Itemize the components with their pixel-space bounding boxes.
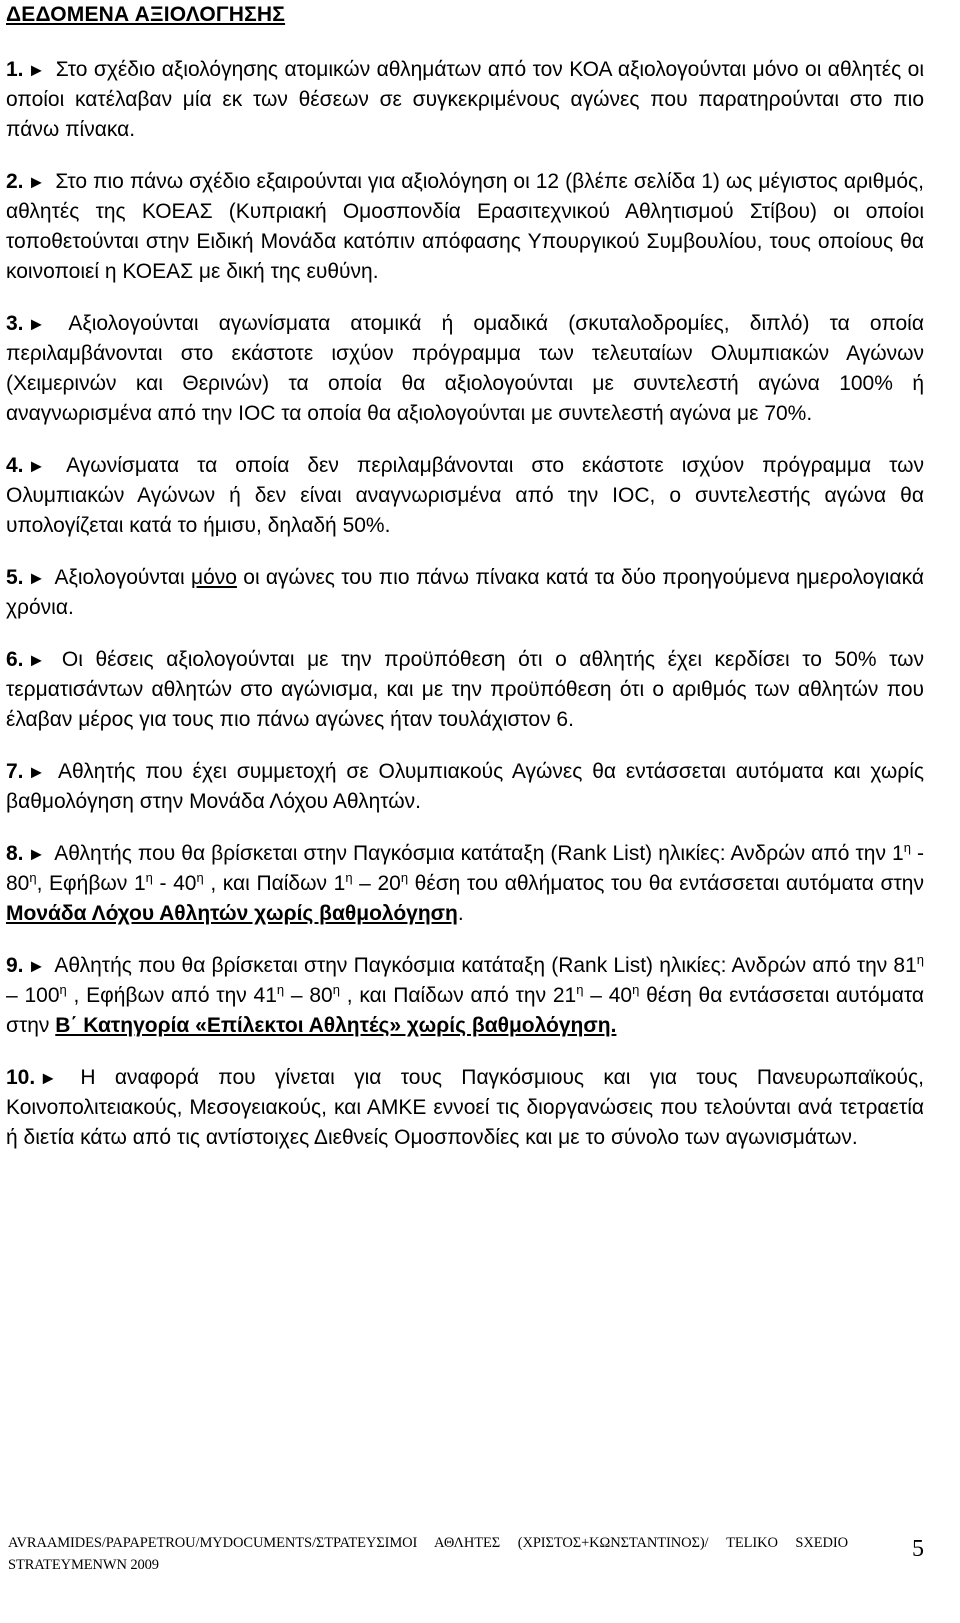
item-text: - 80 xyxy=(6,842,925,895)
superscript: η xyxy=(145,870,153,885)
list-item xyxy=(6,951,924,1041)
arrow-icon: ► xyxy=(27,568,46,588)
item-number: 8. xyxy=(6,842,24,865)
item-text: Αθλητής που έχει συμμετοχή σε Ολυμπιακούς Αγώνες θα εντάσσεται αυτόματα και χωρίς βαθμολόγηση στην Μονάδα Λόχου Αθλητών. xyxy=(6,760,924,813)
item-text: Αγωνίσματα τα οποία δεν περιλαμβάνονται στο εκάστοτε ισχύον πρόγραμμα των Ολυμπιακών Αγώνων ή δεν είναι αναγνωρισμένα από την IOC, ο συντελεστής αγώνα θα υπολογίζεται κατά το ήμισυ, δηλαδή 50%. xyxy=(6,454,924,537)
item-text: θέση θα εντάσσεται αυτόματα στην xyxy=(6,984,924,1037)
item-text: Στο σχέδιο αξιολόγησης ατομικών αθλημάτων από τον ΚΟΑ αξιολογούνται μόνο οι αθλητές οι οποίοι κατέλαβαν μία εκ των θέσεων σε συγκεκριμένους αγώνες που παρατηρούνται στο πιο πάνω πίνακα. xyxy=(6,58,924,141)
item-text: Η αναφορά που γίνεται για τους Παγκόσμιους και για τους Πανευρωπαϊκούς, Κοινοπολιτειακούς, Μεσογειακούς, και ΑΜΚΕ εννοεί τις διοργανώσεις που τελούνται ανά τετραετία ή διετία κάτω από τις αντίστοιχες Διεθνείς Ομοσπονδίες και με το σύνολο των αγωνισμάτων. xyxy=(6,1066,924,1149)
item-text: - 40 xyxy=(152,872,197,895)
item-text: Αθλητής που θα βρίσκεται στην Παγκόσμια κατάταξη (Rank List) ηλικίες: Ανδρών από την 81 xyxy=(54,954,917,977)
item-number: 6. xyxy=(6,648,24,671)
superscript: η xyxy=(576,982,584,997)
item-number: 9. xyxy=(6,954,24,977)
arrow-icon: ► xyxy=(27,650,46,670)
item-text: θέση του αθλήματος του θα εντάσσεται αυτόματα στην xyxy=(408,872,924,895)
item-text: Αξιολογούνται αγωνίσματα ατομικά ή ομαδικά (σκυταλοδρομίες, διπλό) τα οποία περιλαμβάνονται στο εκάστοτε ισχύον πρόγραμμα των τελευταίων Ολυμπιακών Αγώνων (Χειμερινών και Θερινών) τα οποία θα αξιολογούνται με συντελεστή αγώνα 100% ή αναγνωρισμένα από την IOC τα οποία θα αξιολογούνται με συντελεστή αγώνα με 70%. xyxy=(6,312,924,425)
document-page xyxy=(6,0,924,1153)
arrow-icon: ► xyxy=(27,844,46,864)
list-item xyxy=(6,839,924,929)
superscript: η xyxy=(59,982,67,997)
arrow-icon: ► xyxy=(39,1068,58,1088)
item-text: – 100 xyxy=(6,984,60,1007)
list-item xyxy=(6,451,924,541)
emphasis-underlined: μόνο xyxy=(190,566,237,589)
list-item xyxy=(6,645,924,735)
item-text: – 40 xyxy=(583,984,633,1007)
superscript: η xyxy=(276,982,285,997)
item-text: , Εφήβων 1 xyxy=(36,872,146,895)
superscript: η xyxy=(916,952,924,967)
arrow-icon: ► xyxy=(27,456,46,476)
item-number: 7. xyxy=(6,760,24,783)
list-item xyxy=(6,167,924,287)
item-text: Στο πιο πάνω σχέδιο εξαιρούνται για αξιολόγηση οι 12 (βλέπε σελίδα 1) ως μέγιστος αριθμός, αθλητές της ΚΟΕΑΣ (Κυπριακή Ομοσπονδία Ερασιτεχνικού Αθλητισμού Στίβου) οι οποίοι τοποθετούνται στην Ειδική Μονάδα κατόπιν απόφασης Υπουργικού Συμβουλίου, τους οποίους θα κοινοποιεί η ΚΟΕΑΣ με δική της ευθύνη. xyxy=(6,170,924,283)
superscript: η xyxy=(400,870,409,885)
emphasis-bold-underlined: Β΄ Κατηγορία «Επίλεκτοι Αθλητές» χωρίς βαθμολόγηση. xyxy=(55,1014,617,1037)
list-item xyxy=(6,309,924,429)
item-text: οι αγώνες του πιο πάνω πίνακα κατά τα δύο προηγούμενα ημερολογιακά χρόνια. xyxy=(6,566,924,619)
item-text: , Εφήβων από την 41 xyxy=(66,984,277,1007)
list-item xyxy=(6,563,924,623)
superscript: η xyxy=(196,870,204,885)
item-text: Αθλητής που θα βρίσκεται στην Παγκόσμια κατάταξη (Rank List) ηλικίες: Ανδρών από την 1 xyxy=(54,842,904,865)
item-text: . xyxy=(457,902,464,925)
superscript: η xyxy=(332,982,340,997)
emphasis-bold-underlined: Μονάδα Λόχου Αθλητών χωρίς βαθμολόγηση xyxy=(6,902,458,925)
superscript: η xyxy=(29,870,37,885)
item-number: 4. xyxy=(6,454,24,477)
arrow-icon: ► xyxy=(27,956,46,976)
item-text: , και Παίδων από την 21 xyxy=(339,984,577,1007)
item-text: , και Παίδων 1 xyxy=(203,872,346,895)
list-item xyxy=(6,757,924,817)
item-number: 5. xyxy=(6,566,24,589)
footer-path: AVRAAMIDES/PAPAPETROU/MYDOCUMENTS/ΣΤΡΑΤΕΥΣΙΜΟΙ ΑΘΛΗΤΕΣ (ΧΡΙΣΤΟΣ+ΚΩΝΣΤΑΝΤΙΝΟΣ)/ TELIKO SXEDIO STRATEYMENWN 2009 xyxy=(8,1535,848,1573)
item-text: – 20 xyxy=(352,872,401,895)
item-number: 1. xyxy=(6,58,24,81)
list-item xyxy=(6,1063,924,1153)
item-number: 2. xyxy=(6,170,24,193)
arrow-icon: ► xyxy=(27,60,46,80)
item-number: 10. xyxy=(6,1066,36,1089)
list-item xyxy=(6,55,924,145)
arrow-icon: ► xyxy=(27,762,46,782)
item-text: Αξιολογούνται xyxy=(54,566,185,589)
arrow-icon: ► xyxy=(27,314,46,334)
item-number: 3. xyxy=(6,312,24,335)
arrow-icon: ► xyxy=(27,172,46,192)
item-text: – 80 xyxy=(284,984,333,1007)
page-number: 5 xyxy=(912,1536,924,1562)
document-heading: ΔΕΔΟΜΕΝΑ ΑΞΙΟΛΟΓΗΣΗΣ xyxy=(6,3,286,26)
item-text: Οι θέσεις αξιολογούνται με την προϋπόθεση ότι ο αθλητής έχει κερδίσει το 50% των τερματισάντων αθλητών στο αγώνισμα, και με την προϋπόθεση ότι ο αριθμός των αθλητών που έλαβαν μέρος για τους πιο πάνω αγώνες ήταν τουλάχιστον 6. xyxy=(6,648,924,731)
superscript: η xyxy=(903,840,911,855)
superscript: η xyxy=(632,982,640,997)
superscript: η xyxy=(345,870,353,885)
